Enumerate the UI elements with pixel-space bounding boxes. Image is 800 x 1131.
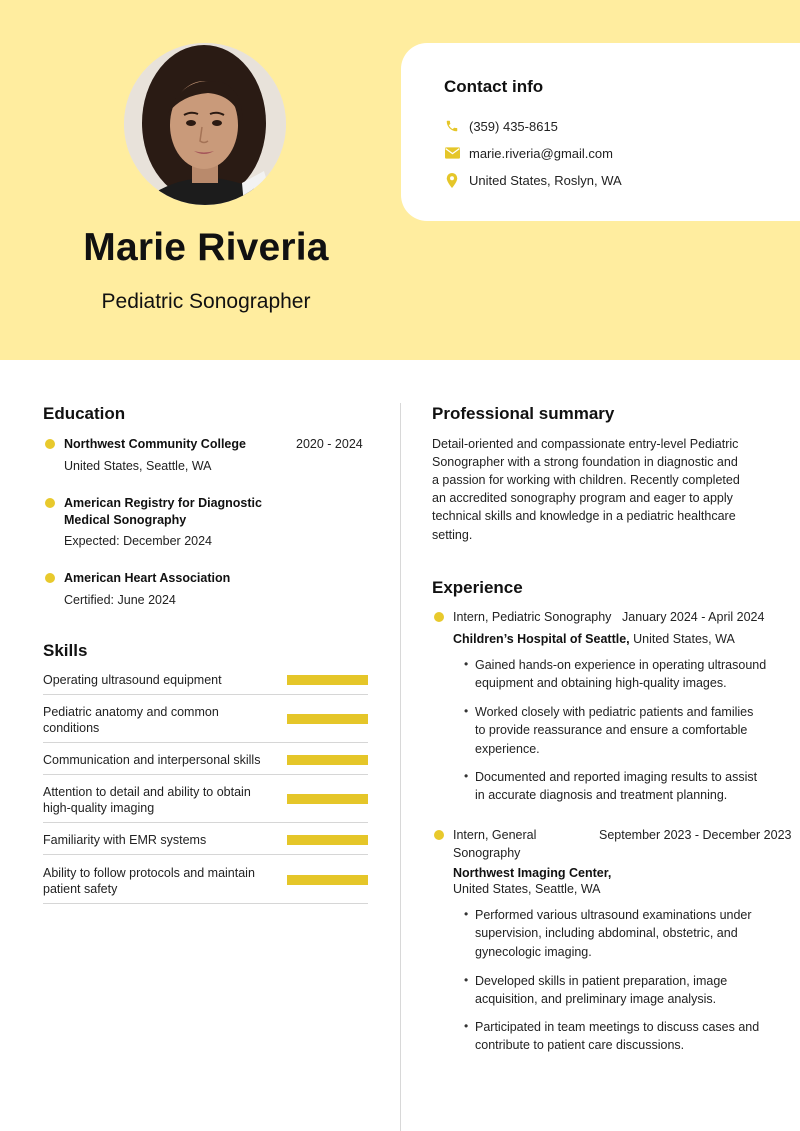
education-school: Medical Sonography — [64, 513, 187, 527]
skill-level-bar — [287, 794, 368, 804]
contact-heading: Contact info — [444, 77, 544, 96]
job-bullet: Performed various ultrasound examinations under supervision, including abdominal, obstetric, and gynecologic imaging. — [475, 908, 752, 959]
education-school: Northwest Community College — [64, 437, 246, 451]
skill-name: Communication and interpersonal skills — [43, 753, 261, 767]
skill-row — [43, 671, 368, 695]
location-pin-icon — [444, 172, 460, 188]
skill-level-bar — [287, 755, 368, 765]
skill-level-bar — [287, 714, 368, 724]
column-divider — [400, 403, 401, 1131]
skill-row — [43, 823, 368, 855]
job-title: Pediatric Sonographer — [101, 290, 311, 313]
list-bullet: • — [464, 704, 469, 718]
contact-phone[interactable]: (359) 435-8615 — [469, 118, 558, 134]
job-role: Intern, Pediatric Sonography — [453, 610, 612, 624]
list-bullet: • — [464, 973, 469, 987]
skill-name: Pediatric anatomy and common conditions — [43, 705, 219, 735]
phone-icon — [444, 118, 460, 134]
job-bullet: Participated in team meetings to discuss cases and contribute to patient care discussions. — [475, 1020, 760, 1053]
education-detail: Certified: June 2024 — [64, 593, 176, 607]
candidate-name: Marie Riveria — [83, 226, 329, 269]
skill-row — [43, 743, 368, 775]
bullet-dot-icon — [45, 573, 55, 583]
skill-row — [43, 855, 368, 904]
job-bullet: Developed skills in patient preparation, image acquisition, and preliminary image analysis. — [475, 974, 728, 1007]
skill-row — [43, 695, 368, 743]
summary-heading: Professional summary — [432, 404, 615, 423]
job-bullet: Gained hands-on experience in operating ultrasound equipment and obtaining high-quality images. — [475, 658, 767, 691]
skill-level-bar — [287, 675, 368, 685]
education-school: American Registry for Diagnostic — [64, 496, 262, 510]
bullet-dot-icon — [45, 439, 55, 449]
education-dates: 2020 - 2024 — [296, 437, 363, 451]
job-role: Intern, General Sonography — [453, 828, 537, 860]
list-bullet: • — [464, 907, 469, 921]
skills-heading: Skills — [43, 641, 88, 660]
contact-phone-row — [444, 118, 558, 134]
contact-email[interactable]: marie.riveria@gmail.com — [469, 145, 613, 161]
contact-email-row — [444, 145, 613, 161]
skill-level-bar — [287, 835, 368, 845]
bullet-dot-icon — [45, 498, 55, 508]
job-dates: September 2023 - December 2023 — [599, 828, 792, 842]
job-location: United States, Seattle, WA — [453, 882, 601, 896]
skill-level-bar — [287, 875, 368, 885]
education-school: American Heart Association — [64, 571, 231, 585]
job-employer: Children’s Hospital of Seattle, United States, WA — [453, 632, 735, 646]
bullet-dot-icon — [434, 612, 444, 622]
contact-card — [401, 43, 800, 221]
list-bullet: • — [464, 769, 469, 783]
list-bullet: • — [464, 1019, 469, 1033]
education-heading: Education — [43, 404, 126, 423]
skill-name: Operating ultrasound equipment — [43, 673, 222, 687]
profile-photo — [124, 43, 286, 205]
job-bullet: Worked closely with pediatric patients and families to provide reassurance and ensure a comfortable experience. — [475, 705, 754, 756]
skill-row — [43, 775, 368, 823]
job-bullet: Documented and reported imaging results to assist in accurate diagnosis and treatment planning. — [475, 770, 758, 803]
mail-icon — [444, 145, 460, 161]
education-detail: United States, Seattle, WA — [64, 459, 212, 473]
contact-location: United States, Roslyn, WA — [469, 172, 622, 188]
job-dates: January 2024 - April 2024 — [622, 610, 765, 624]
education-detail: Expected: December 2024 — [64, 534, 213, 548]
list-bullet: • — [464, 657, 469, 671]
skill-name: Familiarity with EMR systems — [43, 833, 207, 847]
header-band — [0, 0, 800, 360]
experience-heading: Experience — [432, 578, 523, 597]
skill-name: Ability to follow protocols and maintain patient safety — [43, 866, 255, 896]
job-employer: Northwest Imaging Center, — [453, 866, 612, 880]
bullet-dot-icon — [434, 830, 444, 840]
contact-location-row — [444, 172, 622, 188]
skill-name: Attention to detail and ability to obtain high-quality imaging — [43, 785, 251, 815]
